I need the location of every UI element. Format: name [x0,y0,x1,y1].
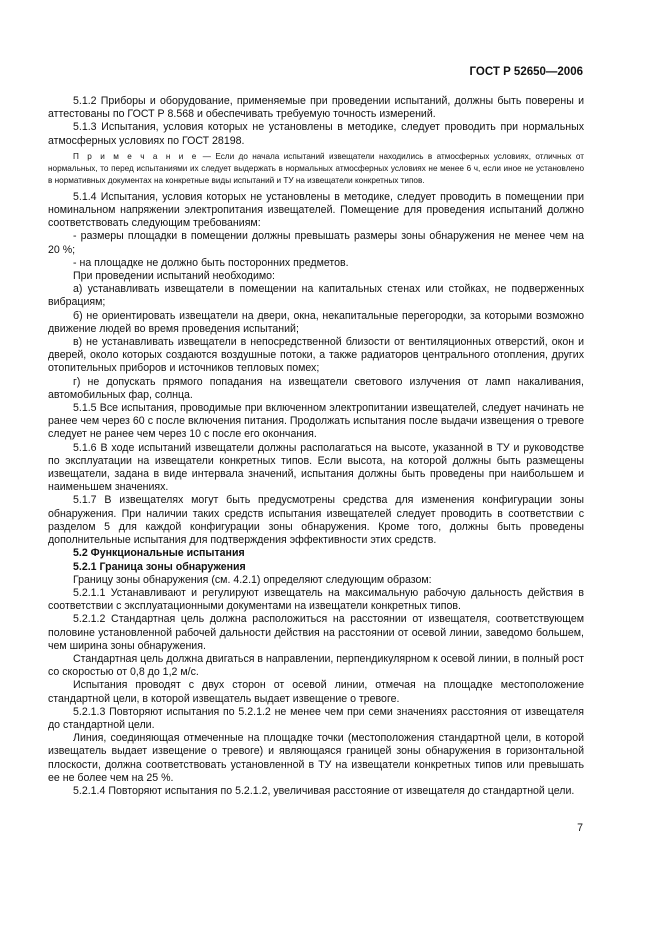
paragraph-5-1-6: 5.1.6 В ходе испытаний извещатели должны располагаться на высоте, указанной в ТУ и руководстве по эксплуатации на извещатели конкретных типов. Если высота, на которой должны быть размещены извещатели, задана в виде интервала значений, испытания должны быть проведены при наибольшем и наименьшем значениях. [48,441,584,494]
note-label: П р и м е ч а н и е [73,151,199,161]
heading-5-2-1: 5.2.1 Граница зоны обнаружения [73,560,246,573]
note [48,151,584,187]
paragraph-boundary-line: Линия, соединяющая отмеченные на площадке точки (местоположения стандартной цели, в которой извещатель выдает извещение о тревоге) и являющаяся границей зоны обнаружения в горизонтальной плоскости, должна соответствовать установленной в ТУ на извещатели конкретных типов или превышать ее не более чем на 25 %. [48,732,584,784]
paragraph-5-1-4: 5.1.4 Испытания, условия которых не установлены в методике, следует проводить в помещении при номинальном напряжении электропитания извещателей. Помещение для проведения испытаний должно соответствовать следующим требованиям: [48,190,584,230]
paragraph-5-1-7: 5.1.7 В извещателях могут быть предусмотрены средства для изменения конфигурации зоны обнаружения. При наличии таких средств испытания извещателей следует проводить в соответствии с разделом 5 для каждой конфигурации зоны обнаружения. Кроме того, должны быть проведены дополнительные испытания для подтверждения эффективности этих средств. [48,494,584,547]
paragraph-5-2-1-1: 5.2.1.1 Устанавливают и регулируют извещатель на максимальную рабочую дальность действия в соответствии с эксплуатационными документами на извещатели конкретных типов. [48,586,584,613]
document-body [48,95,584,798]
list-item-b: б) не ориентировать извещатели на двери, окна, некапитальные перегородки, за которыми возможно движение людей во время проведения испытаний; [48,309,584,335]
page-number: 7 [577,822,583,834]
list-item-no-objects: - на площадке не должно быть посторонних предметов. [73,256,349,269]
paragraph-5-2-1-4: 5.2.1.4 Повторяют испытания по 5.2.1.2, увеличивая расстояние от извещателя до стандартной цели. [73,784,575,797]
heading-5-2: 5.2 Функциональные испытания [73,547,245,560]
paragraph-5-2-1-2: 5.2.1.2 Стандартная цель должна расположиться на расстоянии от извещателя, соответствующем половине установленной рабочей дальности действия на расстоянии от осевой линии, заведомо большем, чем ширина зоны обнаружения. [48,613,584,652]
paragraph-test-sides: Испытания проводят с двух сторон от осевой линии, отмечая на площадке местоположение стандартной цели, в которой извещатель выдает извещение о тревоге. [48,679,584,705]
note-text: — Если до начала испытаний извещатели находились в атмосферных условиях, отличных от нормальных, то перед испытаниями их следует выдержать в нормальных атмосферных условиях не менее 6 ч, если иное не установлено в нормативных документах на конкретные виды испытаний и ТУ на извещатели конкретных типов. [48,151,585,185]
paragraph-target-motion: Стандартная цель должна двигаться в направлении, перпендикулярном к осевой линии, в полный рост со скоростью от 0,8 до 1,2 м/с. [48,652,584,679]
paragraph-zone-boundary-intro: Границу зоны обнаружения (см. 4.2.1) определяют следующим образом: [73,573,432,586]
paragraph-5-2-1-3: 5.2.1.3 Повторяют испытания по 5.2.1.2 не менее чем при семи значениях расстояния от извещателя до стандартной цели. [48,705,584,731]
document-id-header: ГОСТ Р 52650—2006 [469,66,583,78]
paragraph-5-1-2: 5.1.2 Приборы и оборудование, применяемые при проведении испытаний, должны быть поверены и аттестованы по ГОСТ Р 8.568 и обеспечивать требуемую точность измерений. [48,95,584,121]
list-item-a: а) устанавливать извещатели в помещении на капитальных стенах или стойках, не подверженных вибрациям; [48,283,584,309]
list-item-g: г) не допускать прямого попадания на извещатели светового излучения от ламп накаливания, автомобильных фар, солнца. [48,375,584,401]
paragraph-5-1-3: 5.1.3 Испытания, условия которых не установлены в методике, следует проводить при нормальных атмосферных условиях по ГОСТ 28198. [48,121,584,147]
paragraph-requirements-intro: При проведении испытаний необходимо: [73,270,275,283]
paragraph-5-1-5: 5.1.5 Все испытания, проводимые при включенном электропитании извещателей, следует начинать не ранее чем через 60 с после включения питания. Продолжать испытания после выдачи извещения о тревоге следует не ранее чем через 10 с после его окончания. [48,402,584,441]
list-item-area-size: - размеры площадки в помещении должны превышать размеры зоны обнаружения не менее чем на 20 %; [48,230,584,256]
list-item-v: в) не устанавливать извещатели в непосредственной близости от вентиляционных отверстий, окон и дверей, около которых создаются воздушные потоки, а также радиаторов центрального отопления, других отопительных приборов и источников тепловых помех; [48,336,584,375]
